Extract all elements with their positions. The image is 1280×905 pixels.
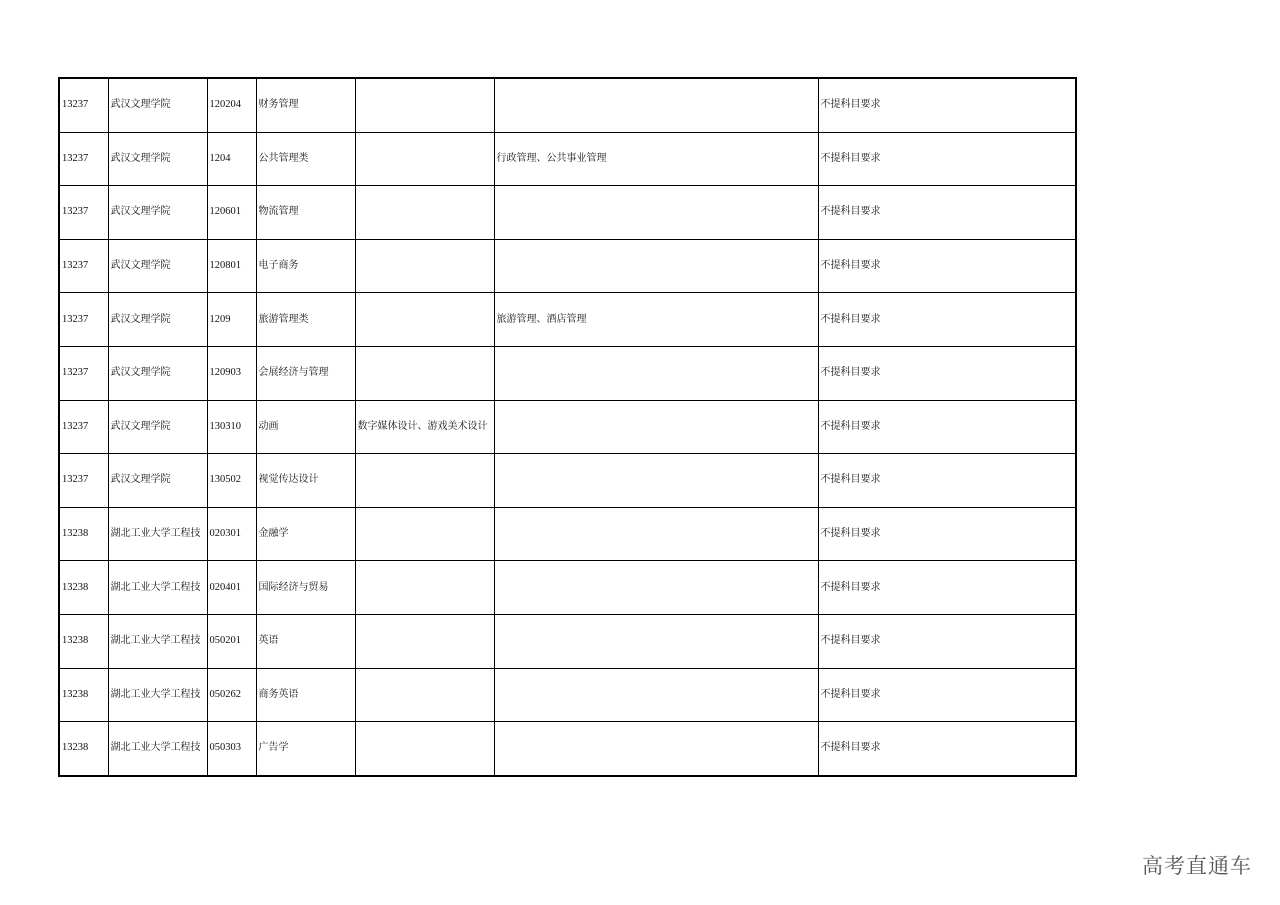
institution-name-cell: 武汉文理学院 bbox=[108, 400, 207, 454]
institution-code-cell: 13237 bbox=[59, 239, 108, 293]
major-name-cell: 商务英语 bbox=[256, 668, 355, 722]
table-row bbox=[59, 668, 1076, 722]
institution-code-cell: 13237 bbox=[59, 346, 108, 400]
institution-code-cell: 13237 bbox=[59, 78, 108, 132]
institution-name-cell: 湖北工业大学工程技 bbox=[108, 668, 207, 722]
major-name-cell: 电子商务 bbox=[256, 239, 355, 293]
institution-code-cell: 13238 bbox=[59, 561, 108, 615]
included-majors-cell bbox=[355, 668, 494, 722]
included-majors-cell bbox=[355, 454, 494, 508]
institution-name-cell: 湖北工业大学工程技 bbox=[108, 507, 207, 561]
subject-requirement-cell: 不提科目要求 bbox=[818, 507, 1076, 561]
subject-requirement-cell: 不提科目要求 bbox=[818, 239, 1076, 293]
institution-code-cell: 13237 bbox=[59, 186, 108, 240]
major-name-cell: 财务管理 bbox=[256, 78, 355, 132]
table-row bbox=[59, 78, 1076, 132]
category-majors-cell bbox=[494, 668, 818, 722]
major-name-cell: 国际经济与贸易 bbox=[256, 561, 355, 615]
institution-code-cell: 13237 bbox=[59, 400, 108, 454]
major-name-cell: 会展经济与管理 bbox=[256, 346, 355, 400]
institution-name-cell: 武汉文理学院 bbox=[108, 454, 207, 508]
subject-requirement-cell: 不提科目要求 bbox=[818, 668, 1076, 722]
institution-code-cell: 13238 bbox=[59, 507, 108, 561]
category-majors-cell: 旅游管理、酒店管理 bbox=[494, 293, 818, 347]
institution-code-cell: 13238 bbox=[59, 722, 108, 776]
category-majors-cell bbox=[494, 346, 818, 400]
institution-code-cell: 13237 bbox=[59, 293, 108, 347]
table-row bbox=[59, 400, 1076, 454]
subject-requirement-cell: 不提科目要求 bbox=[818, 561, 1076, 615]
category-majors-cell bbox=[494, 614, 818, 668]
major-code-cell: 120204 bbox=[207, 78, 256, 132]
included-majors-cell bbox=[355, 346, 494, 400]
table-row bbox=[59, 186, 1076, 240]
institution-name-cell: 武汉文理学院 bbox=[108, 78, 207, 132]
institution-name-cell: 湖北工业大学工程技 bbox=[108, 722, 207, 776]
category-majors-cell bbox=[494, 400, 818, 454]
major-name-cell: 物流管理 bbox=[256, 186, 355, 240]
institution-name-cell: 武汉文理学院 bbox=[108, 239, 207, 293]
category-majors-cell bbox=[494, 186, 818, 240]
subject-requirement-cell: 不提科目要求 bbox=[818, 78, 1076, 132]
subject-requirement-cell: 不提科目要求 bbox=[818, 293, 1076, 347]
subject-requirement-cell: 不提科目要求 bbox=[818, 186, 1076, 240]
included-majors-cell bbox=[355, 78, 494, 132]
institution-code-cell: 13237 bbox=[59, 454, 108, 508]
included-majors-cell bbox=[355, 132, 494, 186]
major-name-cell: 英语 bbox=[256, 614, 355, 668]
major-code-cell: 130502 bbox=[207, 454, 256, 508]
table-row bbox=[59, 454, 1076, 508]
major-code-cell: 050262 bbox=[207, 668, 256, 722]
institution-name-cell: 湖北工业大学工程技 bbox=[108, 614, 207, 668]
institution-code-cell: 13238 bbox=[59, 614, 108, 668]
major-name-cell: 公共管理类 bbox=[256, 132, 355, 186]
included-majors-cell bbox=[355, 561, 494, 615]
table-body bbox=[59, 78, 1076, 776]
watermark-text: 高考直通车 bbox=[1142, 854, 1252, 878]
subject-requirement-cell: 不提科目要求 bbox=[818, 722, 1076, 776]
institution-name-cell: 武汉文理学院 bbox=[108, 346, 207, 400]
table-row bbox=[59, 293, 1076, 347]
table-row bbox=[59, 561, 1076, 615]
category-majors-cell bbox=[494, 78, 818, 132]
institution-code-cell: 13237 bbox=[59, 132, 108, 186]
table-row bbox=[59, 507, 1076, 561]
major-code-cell: 050201 bbox=[207, 614, 256, 668]
major-name-cell: 金融学 bbox=[256, 507, 355, 561]
major-code-cell: 120601 bbox=[207, 186, 256, 240]
included-majors-cell bbox=[355, 614, 494, 668]
table-row bbox=[59, 722, 1076, 776]
major-code-cell: 130310 bbox=[207, 400, 256, 454]
institution-name-cell: 武汉文理学院 bbox=[108, 132, 207, 186]
major-name-cell: 动画 bbox=[256, 400, 355, 454]
major-requirements-table bbox=[58, 77, 1077, 777]
institution-name-cell: 武汉文理学院 bbox=[108, 186, 207, 240]
category-majors-cell bbox=[494, 239, 818, 293]
included-majors-cell bbox=[355, 293, 494, 347]
major-name-cell: 旅游管理类 bbox=[256, 293, 355, 347]
major-code-cell: 020301 bbox=[207, 507, 256, 561]
table-row bbox=[59, 239, 1076, 293]
major-code-cell: 120903 bbox=[207, 346, 256, 400]
major-code-cell: 020401 bbox=[207, 561, 256, 615]
included-majors-cell bbox=[355, 186, 494, 240]
category-majors-cell bbox=[494, 454, 818, 508]
category-majors-cell: 行政管理、公共事业管理 bbox=[494, 132, 818, 186]
category-majors-cell bbox=[494, 722, 818, 776]
included-majors-cell bbox=[355, 507, 494, 561]
major-code-cell: 1209 bbox=[207, 293, 256, 347]
major-code-cell: 120801 bbox=[207, 239, 256, 293]
major-name-cell: 视觉传达设计 bbox=[256, 454, 355, 508]
subject-requirement-cell: 不提科目要求 bbox=[818, 454, 1076, 508]
institution-code-cell: 13238 bbox=[59, 668, 108, 722]
institution-name-cell: 湖北工业大学工程技 bbox=[108, 561, 207, 615]
major-code-cell: 050303 bbox=[207, 722, 256, 776]
subject-requirement-cell: 不提科目要求 bbox=[818, 346, 1076, 400]
major-name-cell: 广告学 bbox=[256, 722, 355, 776]
institution-name-cell: 武汉文理学院 bbox=[108, 293, 207, 347]
category-majors-cell bbox=[494, 561, 818, 615]
category-majors-cell bbox=[494, 507, 818, 561]
table-row bbox=[59, 132, 1076, 186]
included-majors-cell bbox=[355, 722, 494, 776]
subject-requirement-cell: 不提科目要求 bbox=[818, 614, 1076, 668]
major-code-cell: 1204 bbox=[207, 132, 256, 186]
included-majors-cell bbox=[355, 239, 494, 293]
subject-requirement-cell: 不提科目要求 bbox=[818, 400, 1076, 454]
table-row bbox=[59, 614, 1076, 668]
subject-requirement-cell: 不提科目要求 bbox=[818, 132, 1076, 186]
included-majors-cell: 数字媒体设计、游戏美术设计 bbox=[355, 400, 494, 454]
table-row bbox=[59, 346, 1076, 400]
